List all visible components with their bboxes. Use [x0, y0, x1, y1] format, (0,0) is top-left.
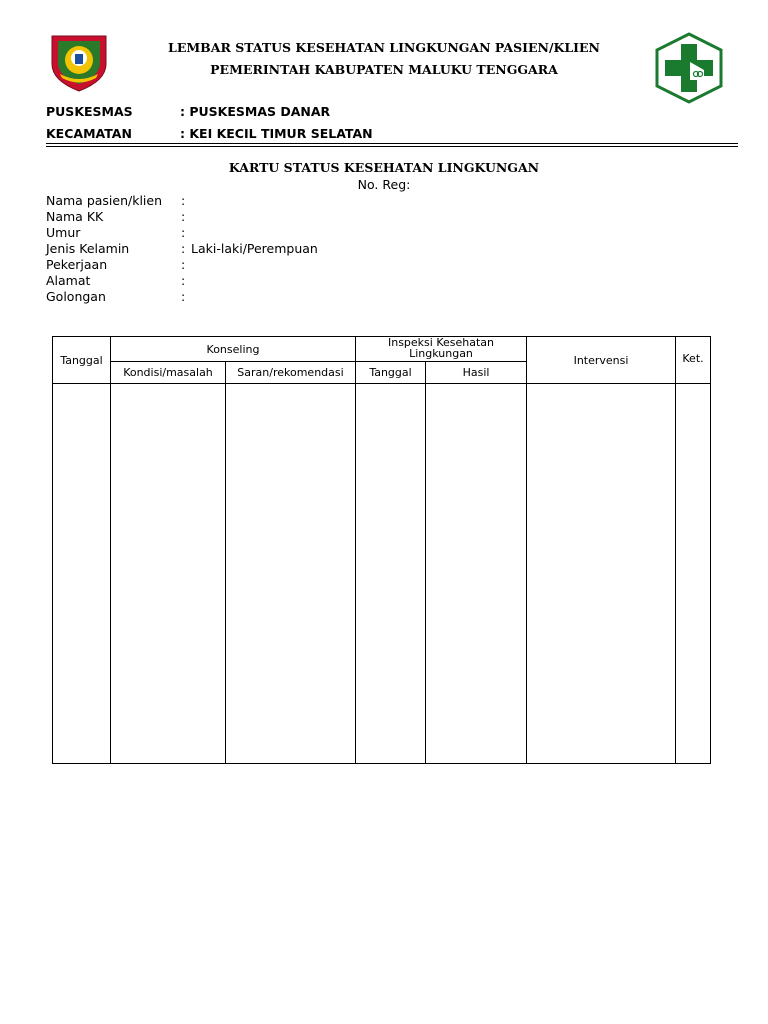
column-header-hasil: Hasil — [426, 362, 527, 384]
field-colon: : — [181, 273, 186, 288]
field-label: Jenis Kelamin — [46, 241, 130, 256]
header-title-line-1: LEMBAR STATUS KESEHATAN LINGKUNGAN PASIEN/KLIEN — [168, 40, 600, 55]
facility-label: PUSKESMAS — [46, 104, 133, 119]
column-header-ket: Ket. — [676, 337, 711, 384]
header-divider-top — [46, 143, 738, 144]
table-cell[interactable] — [226, 384, 356, 764]
header-divider-bottom — [46, 146, 738, 147]
field-label: Golongan — [46, 289, 106, 304]
field-label: Pekerjaan — [46, 257, 108, 272]
registration-number-label: No. Reg: — [357, 177, 411, 192]
table-cell[interactable] — [356, 384, 426, 764]
field-colon: : — [181, 209, 186, 224]
card-title: KARTU STATUS KESEHATAN LINGKUNGAN — [228, 160, 540, 175]
table-row — [53, 384, 711, 764]
column-header-konseling: Konseling — [111, 337, 356, 362]
table-cell[interactable] — [426, 384, 527, 764]
field-colon: : — [181, 225, 186, 240]
table-cell[interactable] — [53, 384, 111, 764]
field-label: Alamat — [46, 273, 91, 288]
field-colon: : — [181, 193, 186, 208]
column-header-kondisi: Kondisi/masalah — [111, 362, 226, 384]
header-title-line-2: PEMERINTAH KABUPATEN MALUKU TENGGARA — [210, 62, 558, 77]
field-label: Nama KK — [46, 209, 104, 224]
facility-value: : PUSKESMAS DANAR — [180, 104, 331, 119]
column-header-saran: Saran/rekomendasi — [226, 362, 356, 384]
column-header-intervensi: Intervensi — [527, 337, 676, 384]
column-header-inspeksi: Inspeksi Kesehatan Lingkungan — [356, 337, 527, 362]
column-header-inspeksi-tanggal: Tanggal — [356, 362, 426, 384]
column-header-tanggal: Tanggal — [53, 337, 111, 384]
field-colon: : — [181, 257, 186, 272]
field-value: Laki-laki/Perempuan — [191, 241, 318, 256]
field-colon: : — [181, 241, 186, 256]
table-cell[interactable] — [676, 384, 711, 764]
field-label: Nama pasien/klien — [46, 193, 163, 208]
field-label: Umur — [46, 225, 81, 240]
table-cell[interactable] — [527, 384, 676, 764]
facility-label: KECAMATAN — [46, 126, 132, 141]
status-table — [52, 336, 711, 764]
field-colon: : — [181, 289, 186, 304]
table-cell[interactable] — [111, 384, 226, 764]
facility-value: : KEI KECIL TIMUR SELATAN — [180, 126, 373, 141]
